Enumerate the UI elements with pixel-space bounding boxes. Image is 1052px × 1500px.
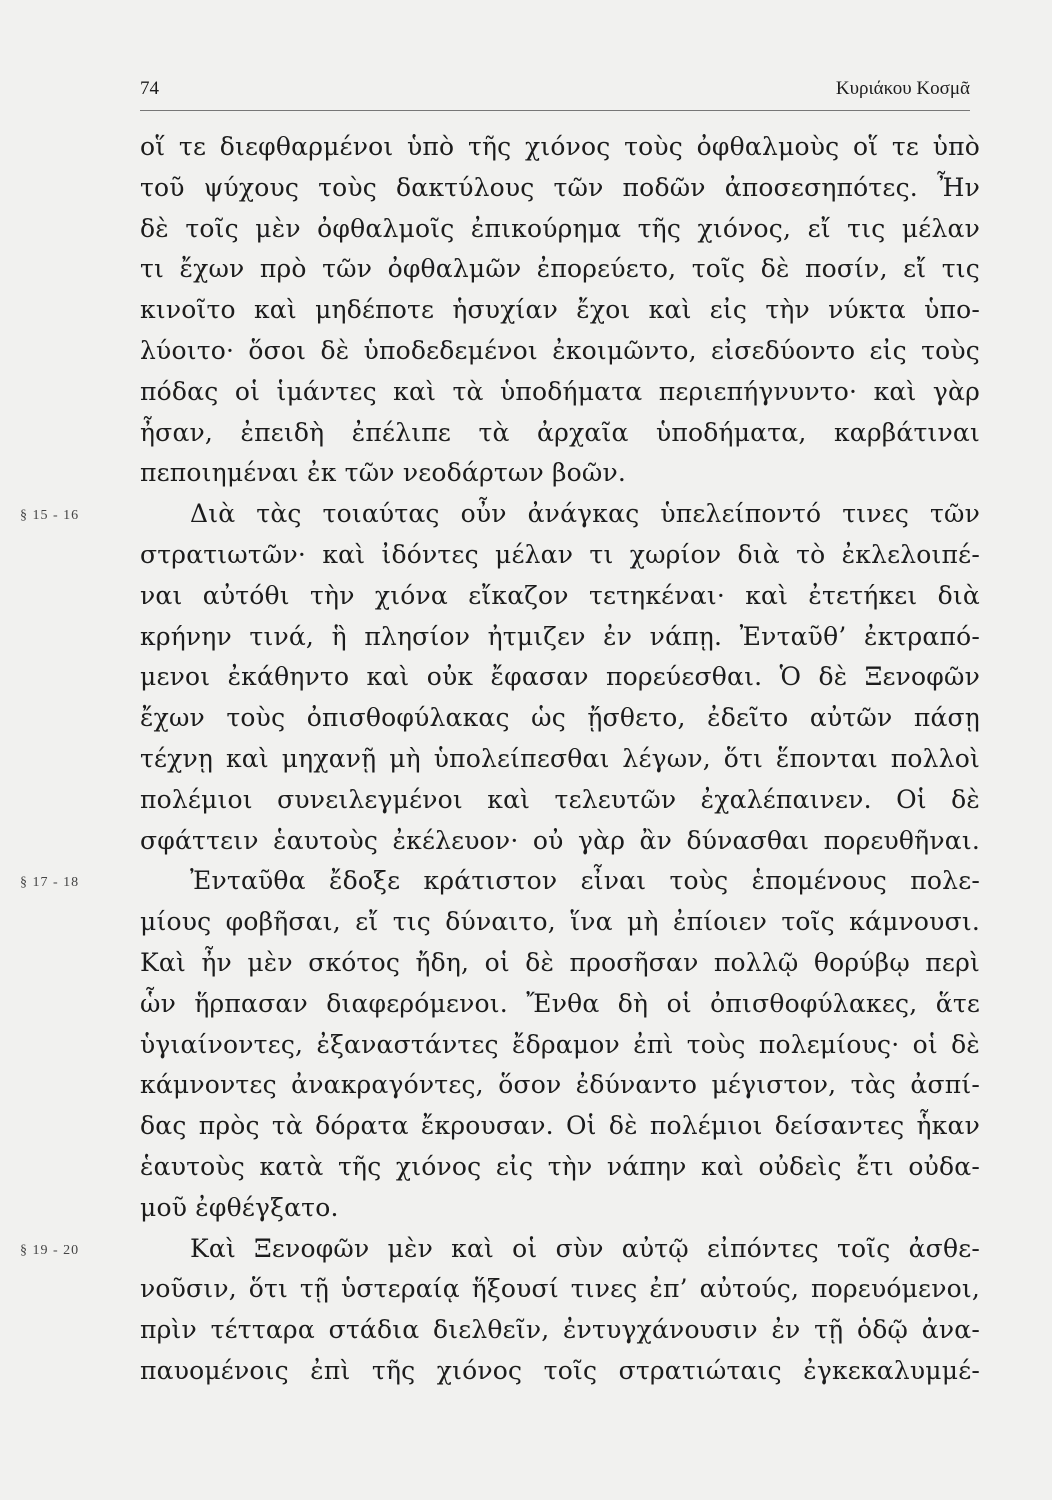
body-text [20, 127, 980, 1392]
text-line [140, 249, 980, 290]
text-line [140, 821, 980, 862]
text-line [140, 943, 980, 984]
line-text: δὲ τοῖς μὲν ὀφθαλμοῖς ἐπικούρημα τῆς χιόνος, εἴ τις μέλαν [140, 213, 980, 243]
text-line [140, 535, 980, 576]
line-text: ναι αὐτόθι τὴν χιόνα εἴκαζον τετηκέναι· καὶ ἐτετήκει διὰ [140, 580, 980, 610]
line-text: κάμνοντες ἀνακραγόντες, ὅσον ἐδύναντο μέγιστον, τὰς ἀσπί- [140, 1070, 980, 1100]
text-line [140, 168, 980, 209]
text-line [140, 1025, 980, 1066]
line-text: ὧν ἥρπασαν διαφερόμενοι. Ἔνθα δὴ οἱ ὀπισθοφύλακες, ἅτε [140, 988, 980, 1018]
line-text: μοῦ ἐφθέγξατο. [140, 1192, 339, 1222]
line-text: ἑαυτοὺς κατὰ τῆς χιόνος εἰς τὴν νάπην καὶ οὐδεὶς ἔτι οὐδα- [140, 1151, 980, 1181]
text-line [20, 1229, 980, 1270]
line-text: πολέμιοι συνειλεγμένοι καὶ τελευτῶν ἐχαλέπαινεν. Οἱ δὲ [140, 784, 980, 814]
line-text: τοῦ ψύχους τοὺς δακτύλους τῶν ποδῶν ἀποσεσηπότες. Ἦν [140, 172, 980, 202]
line-text: οἵ τε διεφθαρμένοι ὑπὸ τῆς χιόνος τοὺς ὀφθαλμοὺς οἵ τε ὑπὸ [140, 132, 980, 161]
text-line [140, 1351, 980, 1392]
running-head: Κυριάκου Κοσμᾶ [835, 78, 970, 99]
line-text: ἔχων τοὺς ὀπισθοφύλακας ὡς ᾔσθετο, ἐδεῖτο αὐτῶν πάσῃ [140, 703, 980, 733]
line-text: Διὰ τὰς τοιαύτας οὖν ἀνάγκας ὑπελείποντό τινες τῶν [190, 499, 980, 529]
line-text: μενοι ἐκάθηντο καὶ οὐκ ἔφασαν πορεύεσθαι. Ὁ δὲ Ξενοφῶν [140, 662, 980, 692]
text-line [140, 576, 980, 617]
line-text: νοῦσιν, ὅτι τῇ ὑστεραίᾳ ἥξουσί τινες ἐπ’ αὐτούς, πορευόμενοι, [140, 1274, 980, 1304]
text-line [140, 1147, 980, 1188]
line-text: λύοιτο· ὅσοι δὲ ὑποδεδεμένοι ἐκοιμῶντο, εἰσεδύοντο εἰς τοὺς [140, 335, 980, 365]
page-number: 74 [140, 78, 159, 99]
line-text: Καὶ Ξενοφῶν μὲν καὶ οἱ σὺν αὐτῷ εἰπόντες τοῖς ἀσθε- [190, 1233, 980, 1263]
line-text: πεποιημέναι ἐκ τῶν νεοδάρτων βοῶν. [140, 458, 627, 488]
line-text: σφάττειν ἑαυτοὺς ἐκέλευον· οὐ γὰρ ἂν δύνασθαι πορευθῆναι. [140, 825, 980, 855]
line-text: μίους φοβῆσαι, εἴ τις δύναιτο, ἵνα μὴ ἐπίοιεν τοῖς κάμνουσι. [140, 907, 980, 937]
text-line [140, 739, 980, 780]
line-text: τι ἔχων πρὸ τῶν ὀφθαλμῶν ἐπορεύετο, τοῖς δὲ ποσίν, εἴ τις [140, 254, 980, 284]
text-line [140, 1106, 980, 1147]
text-line [140, 984, 980, 1025]
text-line [140, 290, 980, 331]
page-header [140, 70, 970, 111]
text-line [140, 453, 980, 494]
line-text: τέχνῃ καὶ μηχανῇ μὴ ὑπολείπεσθαι λέγων, ὅτι ἕπονται πολλοὶ [140, 743, 980, 773]
text-line [140, 1310, 980, 1351]
text-line [140, 209, 980, 250]
line-text: Ἐνταῦθα ἔδοξε κράτιστον εἶναι τοὺς ἑπομένους πολε- [190, 866, 980, 896]
text-line [140, 657, 980, 698]
section-marker: § 17 - 18 [20, 875, 80, 891]
text-line [140, 617, 980, 658]
text-line [140, 1269, 980, 1310]
section-marker: § 19 - 20 [20, 1242, 80, 1258]
text-line [140, 372, 980, 413]
text-line [140, 1065, 980, 1106]
text-line [140, 902, 980, 943]
text-line [20, 494, 980, 535]
line-text: ἦσαν, ἐπειδὴ ἐπέλιπε τὰ ἀρχαῖα ὑποδήματα, καρβάτιναι [140, 417, 980, 447]
section-marker: § 15 - 16 [20, 508, 80, 524]
line-text: κινοῖτο καὶ μηδέποτε ἡσυχίαν ἔχοι καὶ εἰς τὴν νύκτα ὑπο- [140, 295, 980, 325]
line-text: ὑγιαίνοντες, ἐξαναστάντες ἔδραμον ἐπὶ τοὺς πολεμίους· οἱ δὲ [140, 1029, 980, 1059]
text-line [140, 331, 980, 372]
text-line [140, 1188, 980, 1229]
text-line [140, 127, 980, 168]
line-text: στρατιωτῶν· καὶ ἰδόντες μέλαν τι χωρίον διὰ τὸ ἐκλελοιπέ- [140, 539, 980, 569]
line-text: Καὶ ἦν μὲν σκότος ἤδη, οἱ δὲ προσῆσαν πολλῷ θορύβῳ περὶ [140, 947, 980, 977]
text-line [140, 413, 980, 454]
line-text: πόδας οἱ ἱμάντες καὶ τὰ ὑποδήματα περιεπήγνυντο· καὶ γὰρ [140, 376, 980, 406]
line-text: κρήνην τινά, ἣ πλησίον ἠτμιζεν ἐν νάπῃ. Ἐνταῦθ’ ἐκτραπό- [140, 621, 980, 651]
line-text: παυομένοις ἐπὶ τῆς χιόνος τοῖς στρατιώταις ἐγκεκαλυμμέ- [140, 1355, 980, 1385]
text-line [140, 780, 980, 821]
line-text: πρὶν τέτταρα στάδια διελθεῖν, ἐντυγχάνουσιν ἐν τῇ ὁδῷ ἀνα- [140, 1315, 980, 1345]
line-text: δας πρὸς τὰ δόρατα ἔκρουσαν. Οἱ δὲ πολέμιοι δείσαντες ἧκαν [140, 1111, 980, 1141]
text-line [140, 698, 980, 739]
text-line [20, 861, 980, 902]
